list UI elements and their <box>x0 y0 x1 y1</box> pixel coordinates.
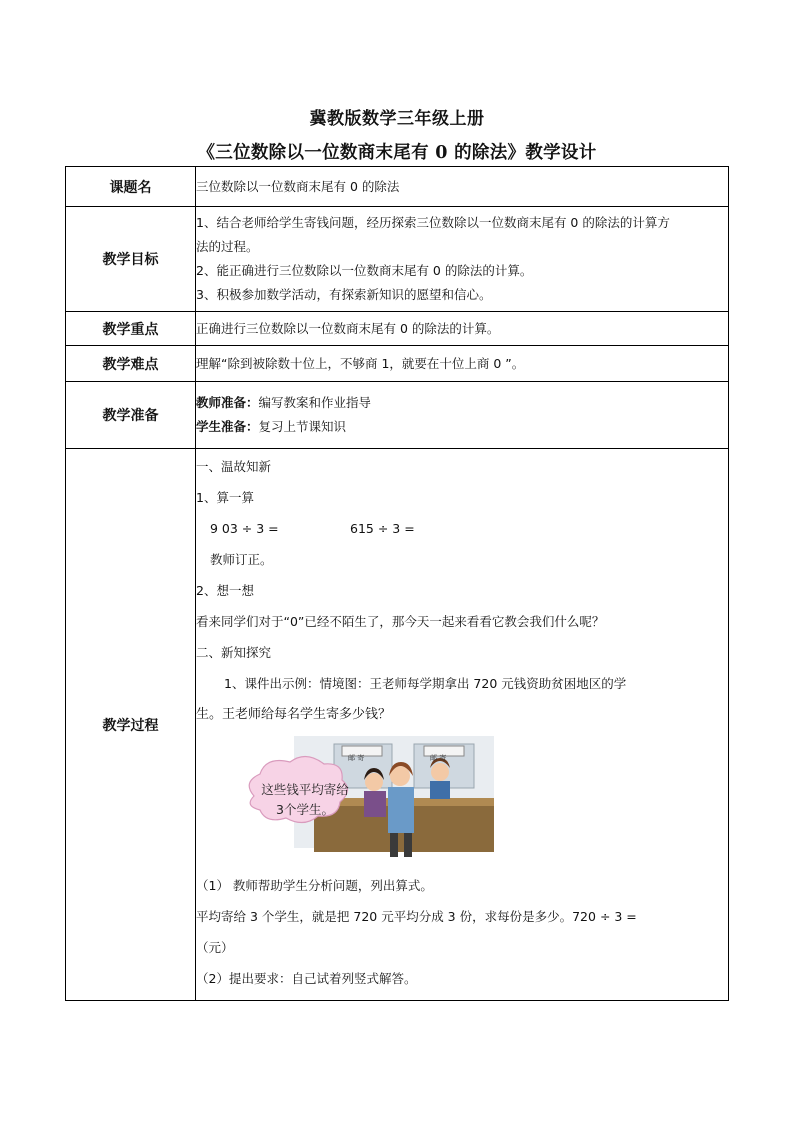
row-preparation <box>66 382 729 449</box>
speech-bubble-text: 这些钱平均寄给3个学生。 <box>261 782 349 817</box>
think-text: 看来同学们对于“0”已经不陌生了，那今天一起来看看它教会我们什么呢？ <box>196 614 605 629</box>
sign-left: 邮 寄 <box>348 754 365 762</box>
step-2: （2）提出要求：自己试着列竖式解答。 <box>196 971 417 986</box>
topic-text: 三位数除以一位数商末尾有 0 的除法 <box>196 167 729 207</box>
step-1: （1） 教师帮助学生分析问题，列出算式。 <box>196 878 433 893</box>
label-topic: 课题名 <box>66 167 196 207</box>
calc-a: 9 03 ÷ 3 = <box>210 521 279 536</box>
explain-text: 平均寄给 3 个学生，就是把 720 元平均分成 3 份，求每份是多少。720 ÷ 3 = <box>196 909 637 924</box>
goal-line: 1、结合老师给学生寄钱问题，经历探索三位数除以一位数商末尾有 0 的除法的计算方 <box>196 215 670 230</box>
label-difficulty: 教学难点 <box>66 346 196 382</box>
preparation-content <box>196 382 729 449</box>
goal-line: 法的过程。 <box>196 239 259 254</box>
goal-line: 2、能正确进行三位数除以一位数商末尾有 0 的除法的计算。 <box>196 263 533 278</box>
student-prep <box>196 415 728 439</box>
sub-think: 2、想一想 <box>196 583 254 598</box>
calc-row <box>196 513 728 544</box>
doc-title-line2: 《三位数除以一位数商末尾有 0 的除法》教学设计 <box>197 143 597 163</box>
teacher-prep <box>196 391 728 415</box>
section-explore: 二、新知探究 <box>196 645 272 660</box>
section-review: 一、温故知新 <box>196 459 272 474</box>
lesson-plan-table <box>65 166 729 1001</box>
row-topic <box>66 167 729 207</box>
example-question: 生。王老师给每名学生寄多少钱？ <box>196 707 392 722</box>
row-process <box>66 449 729 1001</box>
goal-line: 3、积极参加数学活动，有探索新知识的愿望和信心。 <box>196 287 492 302</box>
label-key-point: 教学重点 <box>66 312 196 346</box>
difficulty-text: 理解“除到被除数十位上，不够商 1，就要在十位上商 0 ”。 <box>196 346 729 382</box>
calc-b: 615 ÷ 3 = <box>350 521 415 536</box>
row-key-point <box>66 312 729 346</box>
unit-text: （元） <box>196 940 234 955</box>
label-process: 教学过程 <box>66 449 196 1001</box>
label-goals: 教学目标 <box>66 207 196 312</box>
teacher-prep-text: 编写教案和作业指导 <box>258 395 372 410</box>
key-point-text: 正确进行三位数除以一位数商末尾有 0 的除法的计算。 <box>196 312 729 346</box>
sign-right: 邮 寄 <box>430 754 447 762</box>
teacher-prep-label: 教师准备： <box>196 395 259 410</box>
row-goals <box>66 207 729 312</box>
example-text: 1、课件出示例：情境图：王老师每学期拿出 720 元钱资助贫困地区的学 <box>224 676 627 691</box>
doc-title-line1: 冀教版数学三年级上册 <box>309 109 485 129</box>
sub-calc: 1、算一算 <box>196 490 254 505</box>
teacher-correct: 教师订正。 <box>210 552 273 567</box>
scene-illustration <box>224 736 496 864</box>
row-difficulty <box>66 346 729 382</box>
student-prep-label: 学生准备： <box>196 419 259 434</box>
process-content <box>196 449 729 1001</box>
student-prep-text: 复习上节课知识 <box>258 419 347 434</box>
goals-content <box>196 207 729 312</box>
label-preparation: 教学准备 <box>66 382 196 449</box>
